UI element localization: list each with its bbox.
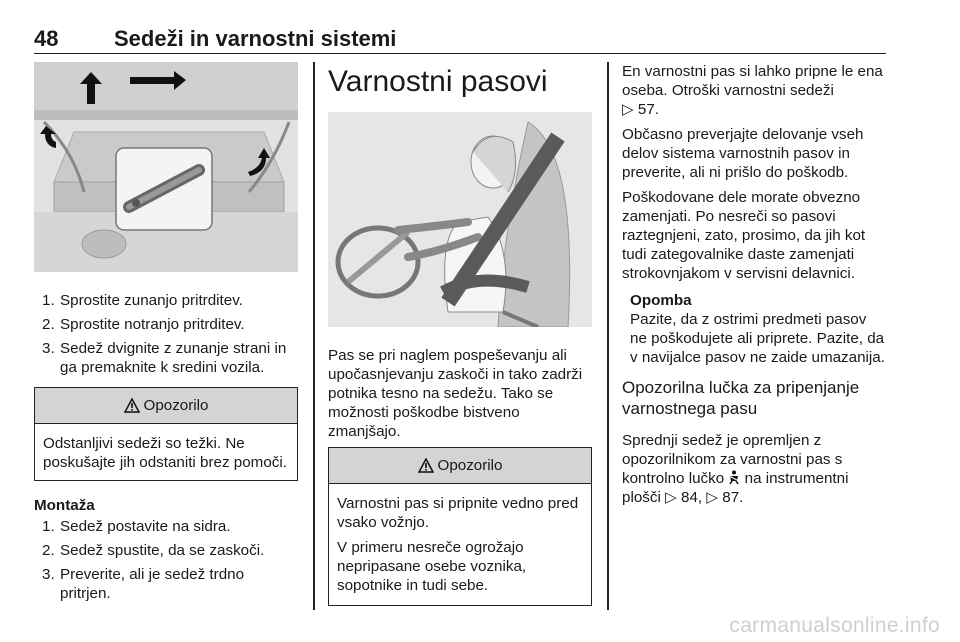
seatbelt-driver-illustration — [328, 112, 592, 327]
paragraph: Sprednji sedež je opremljen z opozorilnikom za varnostni pas s kontrolno lučko na instrumentni plošči ▷ 84, ▷ 87. — [622, 432, 849, 506]
warning-title: Opozorilo — [143, 397, 209, 414]
list-item: 2. Sprostite notranjo pritrditev. — [42, 316, 245, 333]
seat-removal-illustration — [34, 62, 298, 272]
subheading: Opozorilna lučka za pripenjanje varnostnega pasu — [622, 378, 860, 418]
section-heading: Montaža — [34, 497, 95, 514]
warning-box — [328, 447, 592, 606]
warning-header — [35, 388, 297, 424]
warning-title: Opozorilo — [437, 457, 503, 474]
intro-paragraph: Pas se pri naglem pospeševanju ali upočasnjevanju zaskoči in tako zadrži potnika tesno na sedežu. Tako se možnosti poškodbe bistveno zmanjšajo. — [328, 347, 583, 440]
watermark: carmanualsonline.info — [729, 614, 940, 637]
warning-header — [329, 448, 591, 484]
note-title: Opomba — [630, 292, 692, 309]
column-right — [622, 62, 886, 507]
column-divider — [607, 62, 609, 610]
paragraph: Občasno preverjajte delovanje vseh delov sistema varnostnih pasov in preverite, ali ni prišlo do poškodb. — [622, 126, 864, 181]
ref-arrow-icon: ▷ — [622, 101, 634, 118]
removal-steps — [34, 291, 298, 377]
paragraph: En varnostni pas si lahko pripne le ena oseba. Otroški varnostni sedeži ▷ 57. — [622, 63, 883, 118]
warning-triangle-icon — [418, 458, 434, 473]
page-title: Sedeži in varnostni sistemi — [114, 26, 397, 51]
note-block — [622, 291, 886, 367]
page-reference[interactable]: 87. — [722, 489, 744, 506]
page-number: 48 — [34, 26, 59, 51]
list-item: 2. Sedež spustite, da se zaskoči. — [42, 542, 265, 559]
note-text: Pazite, da z ostrimi predmeti pasov ne poškodujete ali priprete. Pazite, da v navijalce pasov ne zaide umazanija. — [630, 311, 885, 366]
warning-box — [34, 387, 298, 481]
list-item: 3. Preverite, ali je sedež trdno pritrjen. — [42, 566, 245, 602]
warning-text: V primeru nesreče ogrožajo nepripasane osebe voznika, sopotnike in tudi sebe. — [337, 539, 527, 594]
list-item: 3. Sedež dvignite z zunanje strani in ga premaknite k sredini vozila. — [42, 340, 287, 376]
column-middle — [328, 62, 592, 606]
warning-text: Odstanljivi sedeži so težki. Ne poskušajte jih odstaniti brez pomoči. — [43, 435, 287, 471]
ref-arrow-icon: ▷ — [706, 489, 719, 506]
section-title: Varnostni pasovi — [328, 65, 548, 98]
warning-triangle-icon — [124, 398, 140, 413]
page-header — [34, 18, 886, 54]
paragraph: Poškodovane dele morate obvezno zamenjati. Po nesreči so pasovi raztegnjeni, zato, prosimo, da jih kot tudi zategovalnike daste zamenjati strokovnjakom v servisni delavnici. — [622, 189, 866, 282]
page-reference[interactable]: 57. — [637, 101, 660, 118]
column-divider — [313, 62, 315, 610]
ref-arrow-icon: ▷ — [665, 489, 677, 506]
list-item: 1. Sprostite zunanjo pritrditev. — [42, 292, 243, 309]
installation-steps — [34, 517, 298, 603]
column-left — [34, 62, 298, 608]
warning-text: Varnostni pas si pripnite vedno pred vsako vožnjo. — [337, 495, 579, 531]
list-item: 1. Sedež postavite na sidra. — [42, 518, 231, 535]
page-reference[interactable]: 84, — [681, 489, 703, 506]
seatbelt-warning-icon — [728, 470, 740, 485]
